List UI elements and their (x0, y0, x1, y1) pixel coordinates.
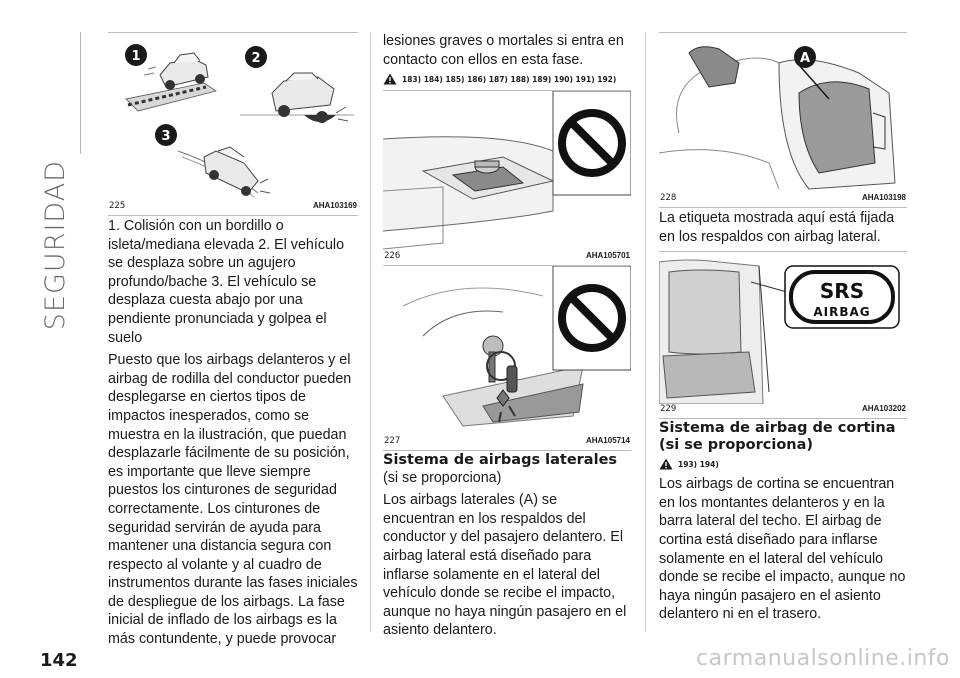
figure-number: 227 (384, 436, 401, 447)
figure-caption (383, 251, 631, 266)
reference-numbers: 193) 194) (678, 459, 719, 469)
paragraph-collision-list: 1. Colisión con un bordillo o isleta/mediana elevada 2. El vehículo se desplaza sobre un agujero profundo/bache 3. El vehículo se desplaza cuesta abajo por una pendiente pronunciada y golpea el suelo (108, 218, 345, 346)
dashboard-object-illustration (383, 91, 631, 251)
column-3 (659, 32, 907, 624)
collision-scenarios-illustration (108, 33, 358, 201)
warning-references (659, 457, 907, 471)
warning-references (383, 72, 631, 86)
truck-downhill-icon (178, 147, 270, 197)
warning-triangle-icon (659, 458, 673, 470)
paragraph-side-airbags: Los airbags laterales (A) se encuentran en los respaldos del conductor y del pasajero delantero. El airbag lateral está diseñado para inflarse solamente en el lateral del vehículo donde se recibe el impacto, aunque no haya ningún pasajero en el asiento delantero. (383, 492, 627, 639)
marker-3-label: 3 (161, 129, 171, 144)
figure-code: AHA103198 (861, 193, 906, 202)
figure-228 (659, 32, 907, 208)
figure-number: 229 (660, 404, 677, 415)
srs-airbag-label-illustration (659, 252, 907, 404)
key-ring-illustration (383, 266, 631, 436)
section-heading-curtain-airbag: Sistema de airbag de cortina (si se proporciona) (659, 420, 896, 454)
figure-229 (659, 251, 907, 419)
marker-a-label: A (799, 51, 811, 66)
paragraph-airbag-warning: Puesto que los airbags delanteros y el airbag de rodilla del conductor pueden desplegarse en ciertos tipos de impactos inesperados, como se muestra en la ilustración, que puedan desplazarle fácilmente de su posición, es importante que lleve siempre puestos los cinturones de seguridad correctamente. Los cinturones de seguridad servirán de ayuda para mantener una distancia segura con respecto al volante y al cuadro de instrumentos durante las fases iniciales de despliegue de los airbags. La fase inicial de inflado de los airbags es la más contundente, y puede provocar (108, 352, 358, 648)
figure-number: 226 (384, 251, 401, 262)
figure-code: AHA103169 (312, 201, 357, 210)
figure-226 (383, 90, 631, 266)
srs-text: SRS (819, 279, 865, 304)
marker-2-label: 2 (251, 51, 261, 66)
figure-227 (383, 266, 631, 451)
column-1 (108, 32, 358, 649)
paragraph-continuation: lesiones graves o mortales si entra en contacto con ellos en esta fase. (383, 33, 624, 68)
column-2 (383, 32, 631, 640)
figure-code: AHA105714 (585, 436, 630, 446)
reference-numbers: 183) 184) 185) 186) 187) 188) 189) 190) 191) 192) (402, 74, 617, 84)
figure-225 (108, 32, 358, 216)
figure-caption (659, 404, 907, 419)
section-heading-side-airbags: Sistema de airbags laterales (383, 452, 618, 469)
side-divider (80, 32, 81, 154)
section-subheading: (si se proporciona) (383, 470, 502, 487)
seat-side-airbag-illustration (659, 33, 907, 193)
airbag-text: AIRBAG (813, 305, 871, 320)
column-divider (645, 32, 646, 632)
figure-number: 228 (660, 193, 677, 203)
marker-1-label: 1 (131, 49, 141, 64)
figure-code: AHA103202 (861, 404, 906, 414)
srs-airbag-label (785, 266, 899, 328)
paragraph-curtain-airbags: Los airbags de cortina se encuentran en los montantes delanteros y en la barra lateral del techo. El airbag de cortina está diseñado para inflarse solamente en el lateral del vehículo donde se recibe el impacto, aunque no haya ningún pasajero en el asiento delantero ni en el trasero. (659, 476, 906, 623)
page-number: 142 (40, 650, 78, 671)
figure-caption (108, 201, 358, 216)
figure-caption (659, 193, 907, 208)
truck-pothole-icon (240, 73, 354, 123)
footer-watermark: carmanualsonline.info (696, 646, 950, 671)
figure-code: AHA105701 (585, 251, 630, 261)
section-side-title: SEGURIDAD (40, 160, 71, 331)
column-divider (370, 32, 371, 632)
warning-triangle-icon (383, 73, 397, 85)
figure-caption (383, 436, 631, 451)
paragraph-label-location: La etiqueta mostrada aquí está fijada en los respaldos con airbag lateral. (659, 210, 895, 245)
figure-number: 225 (109, 201, 126, 211)
